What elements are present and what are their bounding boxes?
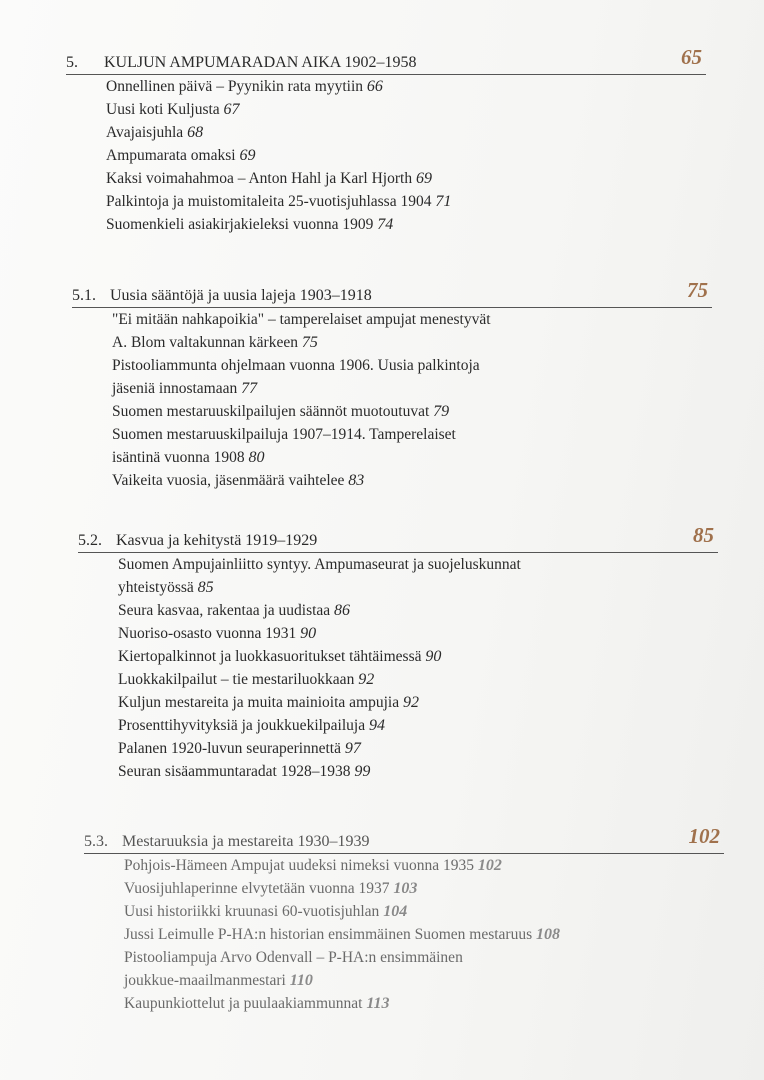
entry-page-number: 99 bbox=[354, 763, 371, 780]
toc-entry-line bbox=[112, 354, 712, 377]
entry-text: Onnellinen päivä – Pyynikin rata myytiin bbox=[106, 78, 363, 95]
entry-text: Pistooliampuja Arvo Odenvall – P-HA:n ensimmäinen bbox=[124, 949, 463, 966]
section-heading bbox=[72, 278, 712, 308]
toc-entry-line bbox=[118, 576, 718, 599]
toc-entry-line bbox=[124, 969, 724, 992]
section-heading bbox=[84, 824, 724, 854]
entry-page-number: 90 bbox=[425, 648, 442, 665]
section-entries bbox=[118, 553, 718, 783]
entry-page-number: 69 bbox=[415, 170, 432, 187]
toc-entry-line bbox=[106, 75, 706, 98]
entry-text: Uusi koti Kuljusta bbox=[106, 101, 220, 118]
toc-entry-line bbox=[112, 400, 712, 423]
entry-page-number: 77 bbox=[241, 380, 258, 397]
entry-text: Vaikeita vuosia, jäsenmäärä vaihtelee bbox=[112, 472, 345, 489]
toc-section bbox=[72, 278, 712, 492]
entry-page-number: 110 bbox=[289, 972, 313, 989]
toc-entry-line bbox=[118, 691, 718, 714]
toc-entry-line bbox=[118, 553, 718, 576]
entry-text: Pistooliammunta ohjelmaan vuonna 1906. Uusia palkintoja bbox=[112, 357, 480, 374]
entry-page-number: 66 bbox=[366, 78, 383, 95]
entry-text: Ampumarata omaksi bbox=[106, 147, 236, 164]
section-heading bbox=[78, 523, 718, 553]
entry-text: Seuran sisäammuntaradat 1928–1938 bbox=[118, 763, 351, 780]
toc-entry-line bbox=[118, 645, 718, 668]
entry-text: Pohjois-Hämeen Ampujat uudeksi nimeksi vuonna 1935 bbox=[124, 857, 475, 874]
entry-page-number: 108 bbox=[536, 926, 560, 943]
entry-text: Luokkakilpailut – tie mestariluokkaan bbox=[118, 671, 355, 688]
section-number: 5.2. bbox=[78, 532, 102, 549]
entry-page-number: 90 bbox=[300, 625, 317, 642]
section-entries bbox=[112, 308, 712, 492]
entry-text: A. Blom valtakunnan kärkeen bbox=[112, 334, 298, 351]
entry-text: Palkintoja ja muistomitaleita 25-vuotisjuhlassa 1904 bbox=[106, 193, 432, 210]
toc-entry-line bbox=[118, 714, 718, 737]
toc-entry-line bbox=[118, 668, 718, 691]
entry-page-number: 94 bbox=[368, 717, 385, 734]
entry-text: Palanen 1920-luvun seuraperinnettä bbox=[118, 740, 341, 757]
toc-entry-line bbox=[124, 877, 724, 900]
entry-page-number: 92 bbox=[402, 694, 419, 711]
toc-entry-line bbox=[118, 622, 718, 645]
toc-entry-line bbox=[124, 992, 724, 1015]
entry-page-number: 68 bbox=[187, 124, 204, 141]
toc-entry-line bbox=[124, 923, 724, 946]
toc-entry-line bbox=[124, 854, 724, 877]
entry-text: jäseniä innostamaan bbox=[112, 380, 238, 397]
entry-page-number: 67 bbox=[223, 101, 240, 118]
entry-text: Kaksi voimahahmoa – Anton Hahl ja Karl Hjorth bbox=[106, 170, 413, 187]
toc-section bbox=[66, 45, 706, 259]
section-title: Uusia sääntöjä ja uusia lajeja 1903–1918 bbox=[110, 287, 372, 304]
toc-entry-line bbox=[124, 900, 724, 923]
toc-section bbox=[84, 824, 724, 1015]
entry-text: Kaupunkiottelut ja puulaakiammunnat bbox=[124, 995, 363, 1012]
entry-page-number: 79 bbox=[433, 403, 450, 420]
toc-entry-line bbox=[106, 213, 706, 236]
entry-text: isäntinä vuonna 1908 bbox=[112, 449, 245, 466]
entry-page-number: 103 bbox=[393, 880, 418, 897]
entry-text: Suomen mestaruuskilpailujen säännöt muotoutuvat bbox=[112, 403, 430, 420]
section-number: 5. bbox=[66, 54, 78, 71]
section-heading bbox=[66, 45, 706, 75]
entry-text: Suomen Ampujainliitto syntyy. Ampumaseurat ja suojeluskunnat bbox=[118, 556, 521, 573]
entry-page-number: 80 bbox=[248, 449, 265, 466]
toc-entry-line bbox=[112, 423, 712, 446]
entry-page-number: 113 bbox=[366, 995, 390, 1012]
entry-page-number: 102 bbox=[477, 857, 502, 874]
entry-text: Kuljun mestareita ja muita mainioita ampujia bbox=[118, 694, 400, 711]
entry-page-number: 83 bbox=[348, 472, 365, 489]
entry-page-number: 85 bbox=[197, 579, 214, 596]
entry-text: yhteistyössä bbox=[118, 579, 194, 596]
toc-entry-line bbox=[118, 760, 718, 783]
toc-entry-line bbox=[112, 446, 712, 469]
entry-text: Suomenkieli asiakirjakieleksi vuonna 1909 bbox=[106, 216, 374, 233]
entry-page-number: 74 bbox=[377, 216, 394, 233]
section-title: Mestaruuksia ja mestareita 1930–1939 bbox=[122, 833, 370, 850]
section-title: KULJUN AMPUMARADAN AIKA 1902–1958 bbox=[104, 54, 417, 71]
toc-entry-line bbox=[106, 167, 706, 190]
toc-section bbox=[78, 523, 718, 783]
entry-page-number: 69 bbox=[239, 147, 256, 164]
toc-entry-line bbox=[106, 121, 706, 144]
toc-entry-line bbox=[118, 737, 718, 760]
toc-entry-line bbox=[106, 144, 706, 167]
section-page-number: 85 bbox=[693, 523, 714, 547]
section-number: 5.3. bbox=[84, 833, 108, 850]
section-entries bbox=[124, 854, 724, 1015]
toc-entry-line bbox=[106, 98, 706, 121]
toc-entry-line bbox=[112, 331, 712, 354]
entry-page-number: 71 bbox=[435, 193, 452, 210]
entry-text: Nuoriso-osasto vuonna 1931 bbox=[118, 625, 297, 642]
entry-text: Suomen mestaruuskilpailuja 1907–1914. Tamperelaiset bbox=[112, 426, 456, 443]
toc-entry-line bbox=[112, 308, 712, 331]
entry-text: Uusi historiikki kruunasi 60-vuotisjuhlan bbox=[124, 903, 380, 920]
entry-text: Prosenttihyvityksiä ja joukkuekilpailuja bbox=[118, 717, 366, 734]
section-page-number: 65 bbox=[681, 45, 702, 69]
toc-entry-line bbox=[112, 377, 712, 400]
entry-page-number: 92 bbox=[358, 671, 375, 688]
entry-text: Vuosijuhlaperinne elvytetään vuonna 1937 bbox=[124, 880, 390, 897]
entry-text: Kiertopalkinnot ja luokkasuoritukset tähtäimessä bbox=[118, 648, 422, 665]
entry-text: Seura kasvaa, rakentaa ja uudistaa bbox=[118, 602, 331, 619]
entry-text: "Ei mitään nahkapoikia" – tamperelaiset ampujat menestyvät bbox=[112, 311, 491, 328]
toc-entry-line bbox=[118, 599, 718, 622]
section-entries bbox=[106, 75, 706, 259]
section-title: Kasvua ja kehitystä 1919–1929 bbox=[116, 532, 318, 549]
section-page-number: 102 bbox=[688, 824, 720, 848]
toc-entry-line bbox=[124, 946, 724, 969]
entry-text: joukkue-maailmanmestari bbox=[124, 972, 286, 989]
toc-entry-line bbox=[106, 236, 706, 259]
entry-page-number: 104 bbox=[383, 903, 408, 920]
entry-text: Avajaisjuhla bbox=[106, 124, 184, 141]
entry-text: Jussi Leimulle P-HA:n historian ensimmäinen Suomen mestaruus bbox=[124, 926, 533, 943]
toc-entry-line bbox=[106, 190, 706, 213]
section-number: 5.1. bbox=[72, 287, 96, 304]
entry-page-number: 97 bbox=[344, 740, 361, 757]
toc-entry-line bbox=[112, 469, 712, 492]
section-page-number: 75 bbox=[687, 278, 708, 302]
entry-page-number: 75 bbox=[301, 334, 318, 351]
entry-page-number: 86 bbox=[334, 602, 351, 619]
